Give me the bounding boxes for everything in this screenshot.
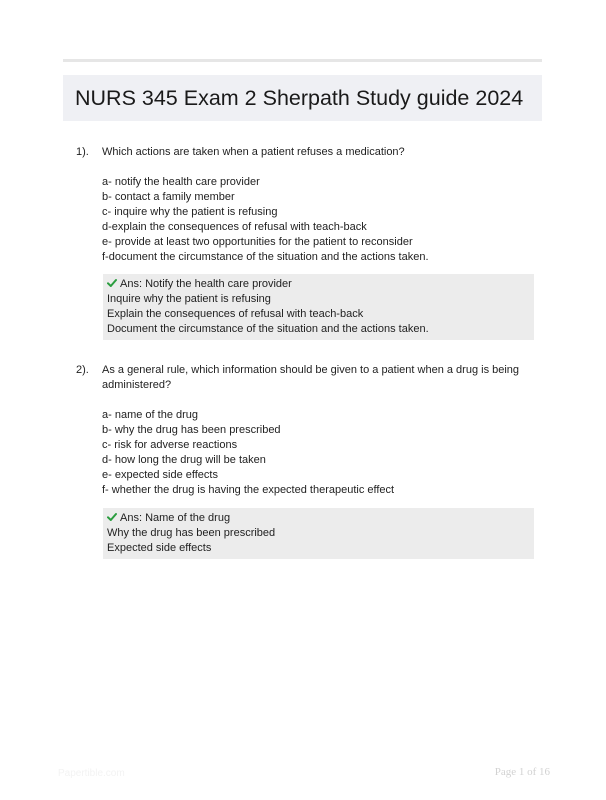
option-item: b- contact a family member bbox=[102, 191, 235, 203]
page-title: NURS 345 Exam 2 Sherpath Study guide 2024 bbox=[75, 86, 524, 110]
question-text: Which actions are taken when a patient refuses a medication? bbox=[102, 146, 405, 158]
answer-prefix: Ans: bbox=[120, 278, 146, 290]
option-item: b- why the drug has been prescribed bbox=[102, 424, 281, 436]
option-item: c- inquire why the patient is refusing bbox=[102, 206, 278, 218]
option-list bbox=[102, 175, 534, 265]
option-item: e- expected side effects bbox=[102, 469, 218, 481]
answer-text: Name of the drug bbox=[145, 512, 231, 524]
answer-box-2 bbox=[103, 508, 534, 559]
answer-line: Why the drug has been prescribed bbox=[107, 527, 276, 539]
question-body bbox=[102, 145, 534, 265]
check-icon bbox=[107, 512, 117, 522]
answer-box-1 bbox=[103, 274, 534, 340]
answer-text: Notify the health care provider bbox=[145, 278, 292, 290]
option-list bbox=[102, 408, 534, 498]
answer-line bbox=[107, 511, 529, 526]
answer-prefix: Ans: bbox=[120, 512, 146, 524]
option-item: f- whether the drug is having the expected therapeutic effect bbox=[102, 484, 395, 496]
check-icon bbox=[107, 278, 117, 288]
answer-line bbox=[107, 277, 529, 292]
answer-line: Explain the consequences of refusal with teach-back bbox=[107, 308, 364, 320]
title-banner bbox=[63, 75, 542, 121]
option-item: e- provide at least two opportunities for the patient to reconsider bbox=[102, 236, 413, 248]
question-number: 1). bbox=[76, 146, 89, 158]
option-item: a- notify the health care provider bbox=[102, 176, 260, 188]
question-body bbox=[102, 363, 534, 498]
option-item: a- name of the drug bbox=[102, 409, 199, 421]
answer-line: Expected side effects bbox=[107, 542, 212, 554]
question-text: As a general rule, which information should be given to a patient when a drug is being administered? bbox=[102, 364, 520, 391]
answer-line: Document the circumstance of the situation and the actions taken. bbox=[107, 323, 429, 335]
footer-watermark: Papertible.com bbox=[58, 768, 125, 779]
option-item: d- how long the drug will be taken bbox=[102, 454, 266, 466]
option-item: d-explain the consequences of refusal with teach-back bbox=[102, 221, 367, 233]
top-divider bbox=[63, 59, 542, 62]
question-number: 2). bbox=[76, 364, 89, 376]
option-item: f-document the circumstance of the situation and the actions taken. bbox=[102, 251, 429, 263]
option-item: c- risk for adverse reactions bbox=[102, 439, 238, 451]
page-number: Page 1 of 16 bbox=[494, 766, 550, 778]
answer-line: Inquire why the patient is refusing bbox=[107, 293, 271, 305]
